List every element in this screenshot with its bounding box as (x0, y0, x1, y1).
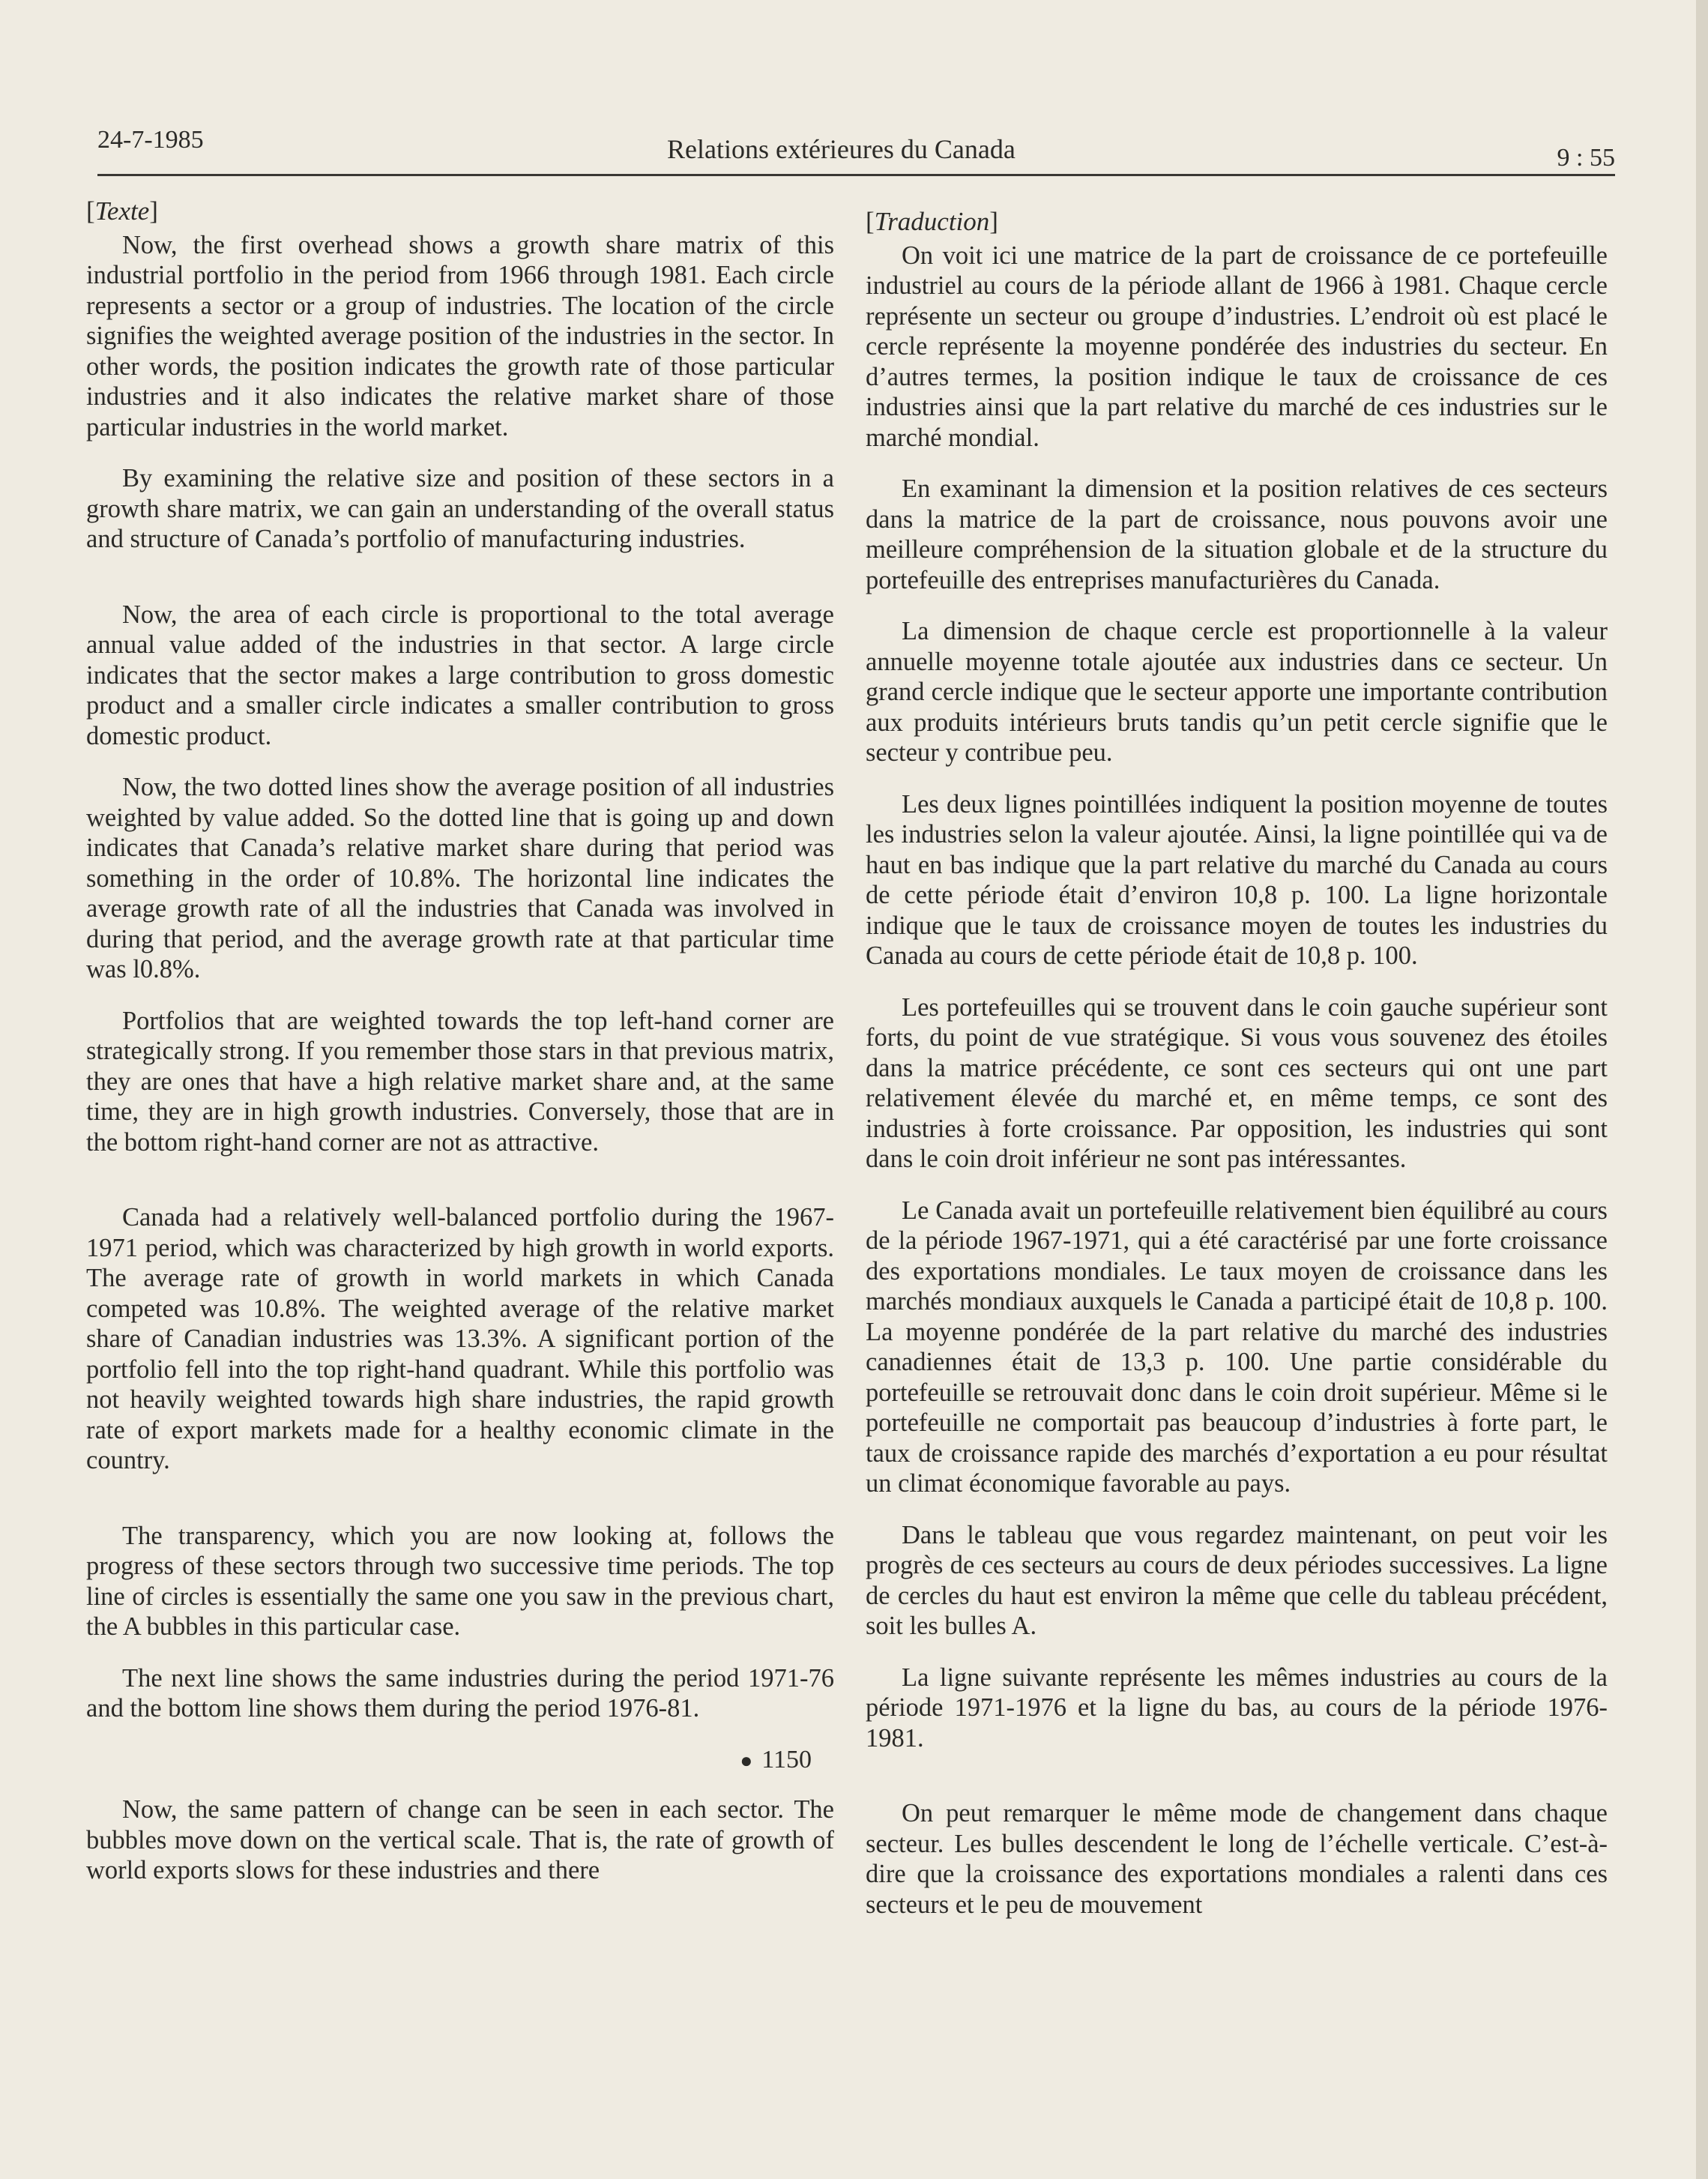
paragraph: La dimension de chaque cercle est proportionnelle à la valeur annuelle moyenne totale ajoutée aux industries dans ce secteur. Un grand cercle indique que le secteur apporte une importante contribution aux produits intérieurs bruts tandis qu’un petit cercle signifie que le secteur y contribue peu. (866, 617, 1608, 767)
time-marker: ● 1150 (740, 1745, 812, 1773)
header-page-number: 9 : 55 (1557, 144, 1615, 172)
header-date: 24-7-1985 (97, 126, 204, 154)
paragraph: Now, the same pattern of change can be seen in each sector. The bubbles move down on the vertical scale. That is, the rate of growth of world exports slows for these industries and there (86, 1795, 834, 1884)
header-title: Relations extérieures du Canada (667, 134, 1016, 164)
page-edge (1696, 0, 1708, 2179)
page-header (97, 120, 1615, 172)
header-rule (97, 174, 1615, 176)
paragraph: Dans le tableau que vous regardez maintenant, on peut voir les progrès de ces secteurs au cours de deux périodes successives. La ligne de cercles du haut est environ la même que celle du tableau précédent, soit les bulles A. (866, 1520, 1608, 1640)
paragraph: Now, the area of each circle is proportional to the total average annual value added of the industries in that sector. A large circle indicates that the sector makes a large contribution to gross domestic product and a smaller circle indicates a smaller contribution to gross domestic product. (86, 600, 834, 750)
paragraph: On peut remarquer le même mode de changement dans chaque secteur. Les bulles descendent le long de l’échelle verticale. C’est-à-dire que la croissance des exportations mondiales a ralenti dans ces secteurs et le peu de mouvement (866, 1799, 1608, 1919)
paragraph: Le Canada avait un portefeuille relativement bien équilibré au cours de la période 1967-1971, qui a été caractérisé par une forte croissance des exportations mondiales. Le taux moyen de croissance dans les marchés mondiaux auxquels le Canada a participé était de 10,8 p. 100. La moyenne pondérée de la part relative du marché des industries canadiennes était de 13,3 p. 100. Une partie considérable du portefeuille se retrouvait donc dans le coin droit supérieur. Même si le portefeuille ne comportait pas beaucoup d’industries à forte part, le taux de croissance rapide des marchés d’exportation a eu pour résultat un climat économique favorable au pays. (866, 1196, 1608, 1498)
paragraph: Les portefeuilles qui se trouvent dans le coin gauche supérieur sont forts, du point de vue stratégique. Si vous vous souvenez des étoiles dans la matrice précédente, ce sont ces secteurs qui ont une part relativement élevée du marché et, en même temps, ce sont des industries à forte croissance. Par opposition, les industries qui sont dans le coin droit inférieur ne sont pas intéressantes. (866, 992, 1608, 1173)
paragraph: The next line shows the same industries during the period 1971-76 and the bottom line shows them during the period 1976-81. (86, 1663, 834, 1723)
bullet-icon: ● (740, 1749, 753, 1773)
paragraph: Portfolios that are weighted towards the top left-hand corner are strategically strong. If you remember those stars in that previous matrix, they are ones that have a high relative market share and, at the same time, they are in high growth industries. Conversely, those that are in the bottom right-hand corner are not as attractive. (86, 1006, 834, 1157)
paragraph: On voit ici une matrice de la part de croissance de ce portefeuille industriel au cours de la période allant de 1966 à 1981. Chaque cercle représente un secteur ou groupe d’industries. L’endroit où est placé le cercle représente la moyenne pondérée des industries du secteur. En d’autres termes, la position indique le taux de croissance de ces industries ainsi que la part relative du marché de ces industries sur le marché mondial. (866, 241, 1608, 452)
paragraph: En examinant la dimension et la position relatives de ces secteurs dans la matrice de la part de croissance, nous pouvons avoir une meilleure compréhension de la situation globale et de la structure du portefeuille des entreprises manufacturières du Canada. (866, 474, 1608, 594)
paragraph: Les deux lignes pointillées indiquent la position moyenne de toutes les industries selon la valeur ajoutée. Ainsi, la ligne pointillée qui va de haut en bas indique que la part relative du marché du Canada au cours de cette période était d’environ 10,8 p. 100. La ligne horizontale indique que le taux de croissance moyen de toutes les industries du Canada au cours de cette période était de 10,8 p. 100. (866, 789, 1608, 970)
paragraph: By examining the relative size and position of these sectors in a growth share matrix, we can gain an understanding of the overall status and structure of Canada’s portfolio of manufacturing industries. (86, 464, 834, 553)
english-column (86, 196, 834, 1907)
paragraph: Now, the two dotted lines show the average position of all industries weighted by value added. So the dotted line that is going up and down indicates that Canada’s relative market share during that period was something in the order of 10.8%. The horizontal line indicates the average growth rate of all the industries that Canada was involved in during that period, and the average growth rate at that particular time was l0.8%. (86, 773, 834, 983)
paragraph: La ligne suivante représente les mêmes industries au cours de la période 1971-1976 et la ligne du bas, au cours de la période 1976-1981. (866, 1663, 1608, 1752)
paragraph: The transparency, which you are now looking at, follows the progress of these sectors through two successive time periods. The top line of circles is essentially the same one you saw in the previous chart, the A bubbles in this particular case. (86, 1521, 834, 1641)
section-label-texte: [Texte] (86, 196, 158, 226)
french-column (866, 207, 1608, 1941)
paragraph: Now, the first overhead shows a growth share matrix of this industrial portfolio in the period from 1966 through 1981. Each circle represents a sector or a group of industries. The location of the circle signifies the weighted average position of the industries in the sector. In other words, the position indicates the growth rate of those particular industries and it also indicates the relative market share of those particular industries in the world market. (86, 230, 834, 441)
section-label-traduction: [Traduction] (866, 207, 998, 236)
paragraph: Canada had a relatively well-balanced portfolio during the 1967-1971 period, which was characterized by high growth in world exports. The average rate of growth in world markets in which Canada competed was 10.8%. The weighted average of the relative market share of Canadian industries was 13.3%. A significant portion of the portfolio fell into the top right-hand quadrant. While this portfolio was not heavily weighted towards high share industries, the rapid growth rate of export markets made for a healthy economic climate in the country. (86, 1203, 834, 1474)
